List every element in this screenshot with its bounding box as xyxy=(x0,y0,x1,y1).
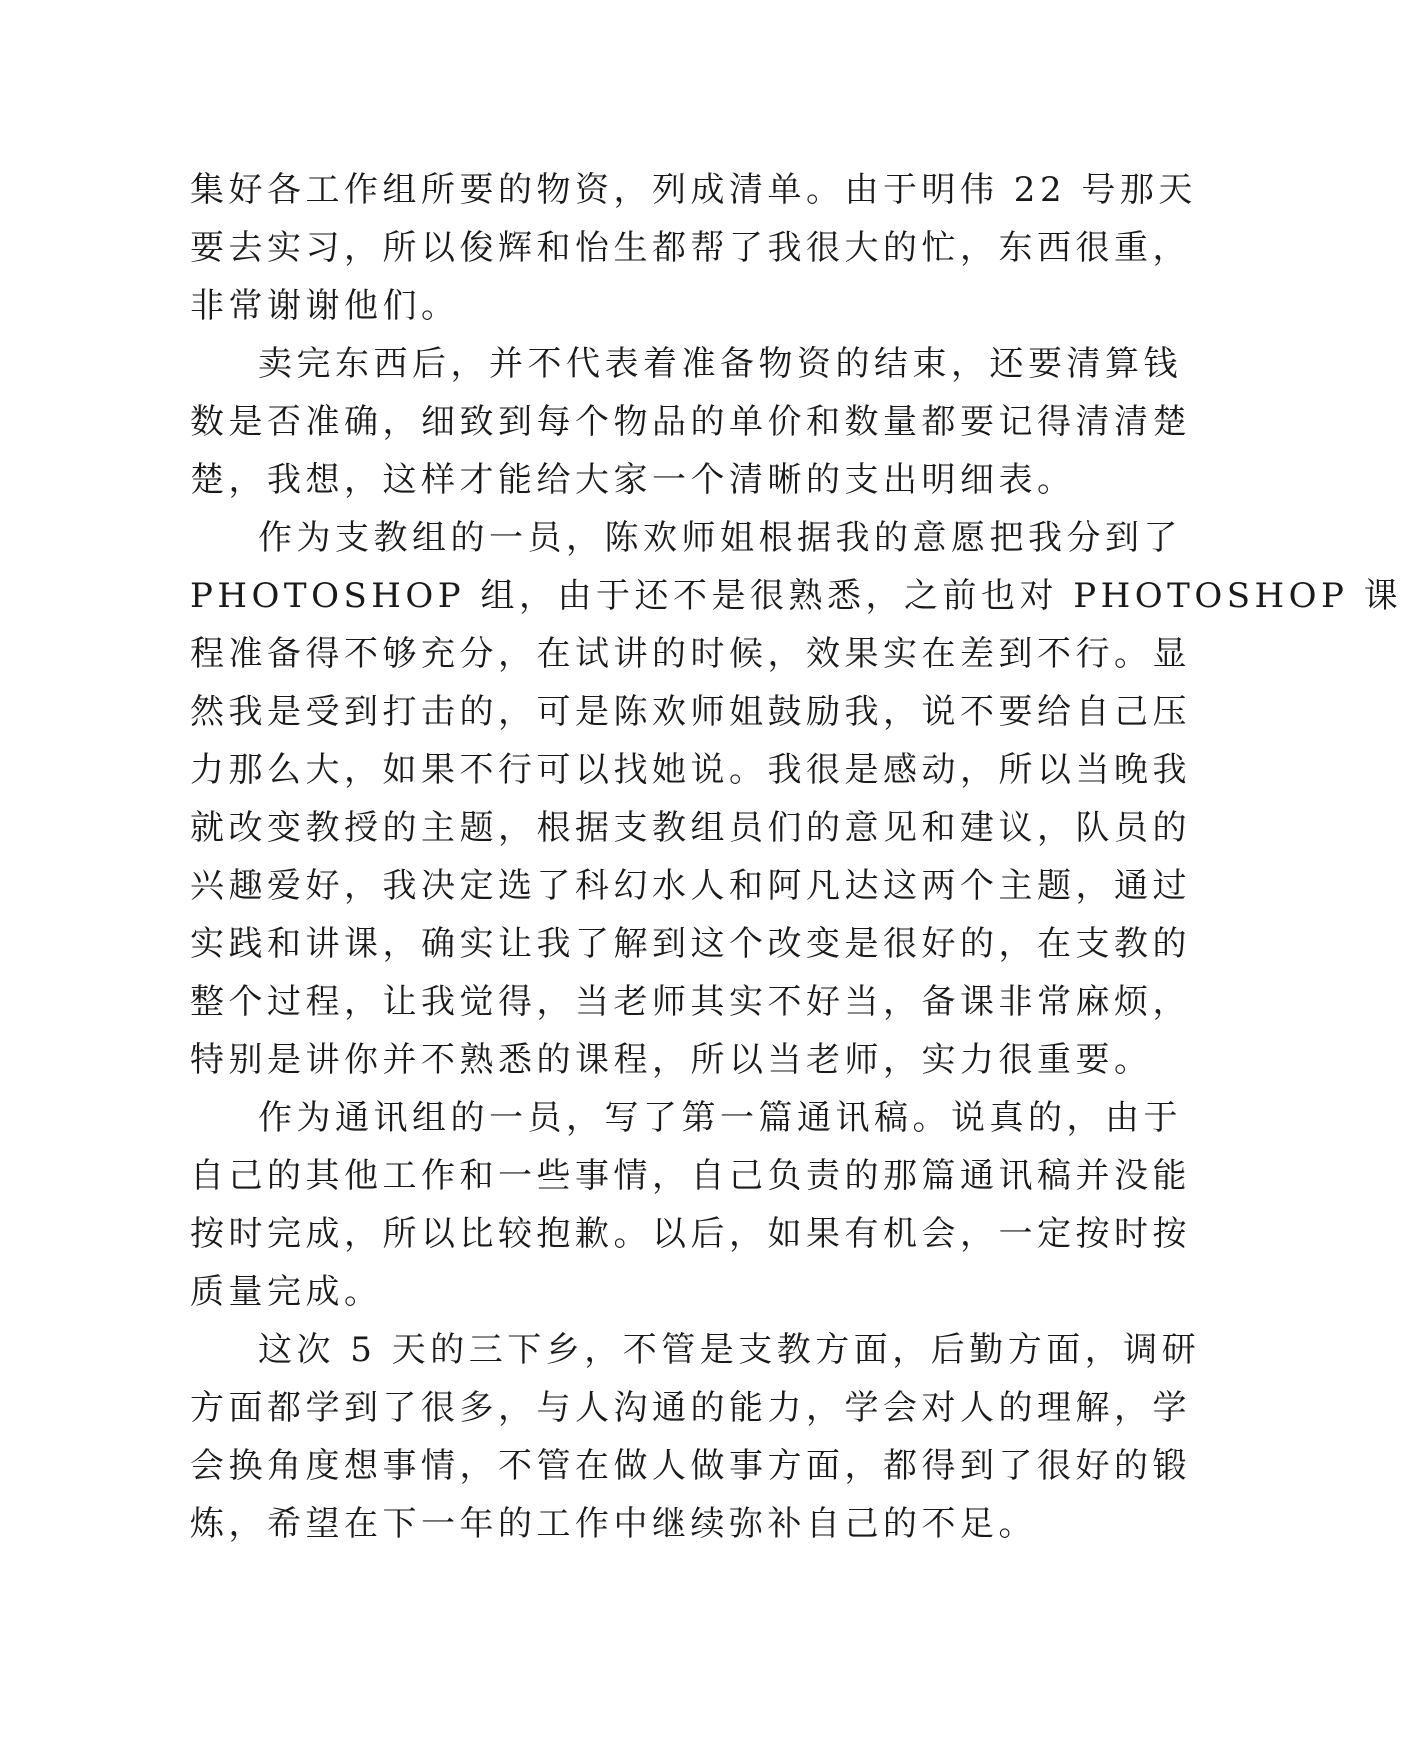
p4-line-2: 自己的其他工作和一些事情，自己负责的那篇通讯稿并没能 xyxy=(190,1156,1191,1196)
p2-line-2: 数是否准确，细致到每个物品的单价和数量都要记得清清楚 xyxy=(190,402,1191,442)
p3-line-8: 实践和讲课，确实让我了解到这个改变是很好的，在支教的 xyxy=(190,924,1191,964)
p3-line-5: 力那么大，如果不行可以找她说。我很是感动，所以当晚我 xyxy=(190,750,1191,790)
p5-line-2: 方面都学到了很多，与人沟通的能力，学会对人的理解，学 xyxy=(190,1388,1191,1428)
p5-line-3: 会换角度想事情，不管在做人做事方面，都得到了很好的锻 xyxy=(190,1446,1191,1486)
p2-line-3: 楚，我想，这样才能给大家一个清晰的支出明细表。 xyxy=(190,460,1076,500)
p3-line-6: 就改变教授的主题，根据支教组员们的意见和建议，队员的 xyxy=(190,808,1191,848)
p4-line-4: 质量完成。 xyxy=(190,1272,383,1312)
p3-line-9: 整个过程，让我觉得，当老师其实不好当，备课非常麻烦， xyxy=(190,982,1191,1022)
p3-line-3: 程准备得不够充分，在试讲的时候，效果实在差到不行。显 xyxy=(190,634,1191,674)
p5-line-4: 炼，希望在下一年的工作中继续弥补自己的不足。 xyxy=(190,1504,1037,1544)
p2-line-1: 卖完东西后，并不代表着准备物资的结束，还要清算钱 xyxy=(258,344,1182,384)
p3-line-7: 兴趣爱好，我决定选了科幻水人和阿凡达这两个主题，通过 xyxy=(190,866,1191,906)
p1-line-3: 非常谢谢他们。 xyxy=(190,286,460,326)
p1-line-1: 集好各工作组所要的物资，列成清单。由于明伟 22 号那天 xyxy=(190,170,1197,210)
p3-line-4: 然我是受到打击的，可是陈欢师姐鼓励我，说不要给自己压 xyxy=(190,692,1191,732)
p3-line-10: 特别是讲你并不熟悉的课程，所以当老师，实力很重要。 xyxy=(190,1040,1153,1080)
p4-line-3: 按时完成，所以比较抱歉。以后，如果有机会，一定按时按 xyxy=(190,1214,1191,1254)
p1-line-2: 要去实习，所以俊辉和怡生都帮了我很大的忙，东西很重， xyxy=(190,228,1191,268)
p3-line-1: 作为支教组的一员，陈欢师姐根据我的意愿把我分到了 xyxy=(258,518,1182,558)
p3-line-2: PHOTOSHOP 组，由于还不是很熟悉，之前也对 PHOTOSHOP 课 xyxy=(190,576,1402,616)
p4-line-1: 作为通讯组的一员，写了第一篇通讯稿。说真的，由于 xyxy=(258,1098,1182,1138)
p5-line-1: 这次 5 天的三下乡，不管是支教方面，后勤方面，调研 xyxy=(258,1330,1201,1370)
